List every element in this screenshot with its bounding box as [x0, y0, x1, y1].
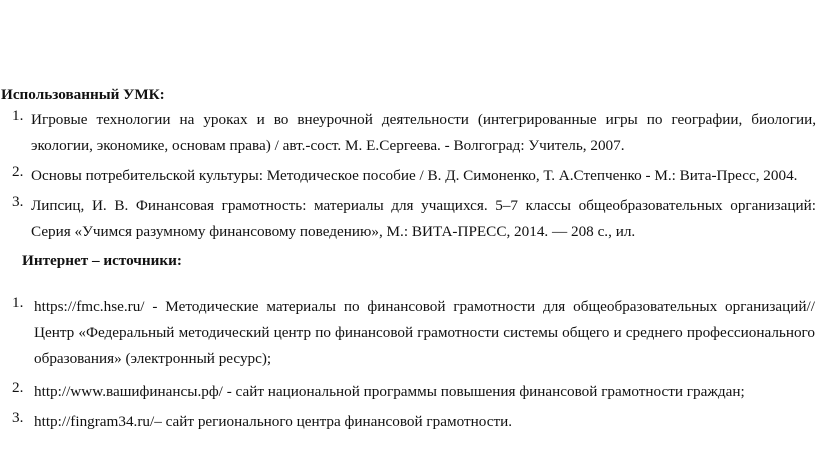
list-item-text: Липсиц, И. В. Финансовая грамотность: материалы для учащихся. 5–7 классы общеобразовательных организаций: Серия «Учимся разумному финансовому поведению», М.: ВИТА-ПРЕСС, 2014. — 208 с., ил.	[31, 197, 816, 240]
list-number: 2.	[12, 379, 24, 396]
list-item-text[interactable]: http://fingram34.ru/– сайт регионального центра финансовой грамотности.	[34, 413, 513, 430]
list-number: 2.	[12, 163, 24, 180]
list-number: 3.	[12, 409, 24, 426]
umk-heading: Использованный УМК:	[1, 86, 165, 103]
list-number: 3.	[12, 193, 24, 210]
list-item-text[interactable]: http://www.вашифинансы.рф/ - сайт национальной программы повышения финансовой грамотности граждан;	[34, 383, 745, 400]
list-number: 1.	[12, 294, 24, 311]
internet-sources-heading: Интернет – источники:	[22, 252, 182, 269]
list-item-text[interactable]: https://fmc.hse.ru/ - Методические материалы по финансовой грамотности для общеобразовательных организаций//Центр «Федеральный методический центр по финансовой грамотности системы общего и среднего профессионального образования» (электронный ресурс);	[34, 298, 815, 367]
list-item-text: Игровые технологии на уроках и во внеурочной деятельности (интегрированные игры по географии, биологии, экологии, экономике, основам права) / авт.-сост. М. Е.Сергеева. - Волгоград: Учитель, 2007.	[31, 111, 816, 154]
list-number: 1.	[12, 107, 24, 124]
list-item-text: Основы потребительской культуры: Методическое пособие / В. Д. Симоненко, Т. А.Степченко - М.: Вита-Пресс, 2004.	[31, 167, 798, 184]
